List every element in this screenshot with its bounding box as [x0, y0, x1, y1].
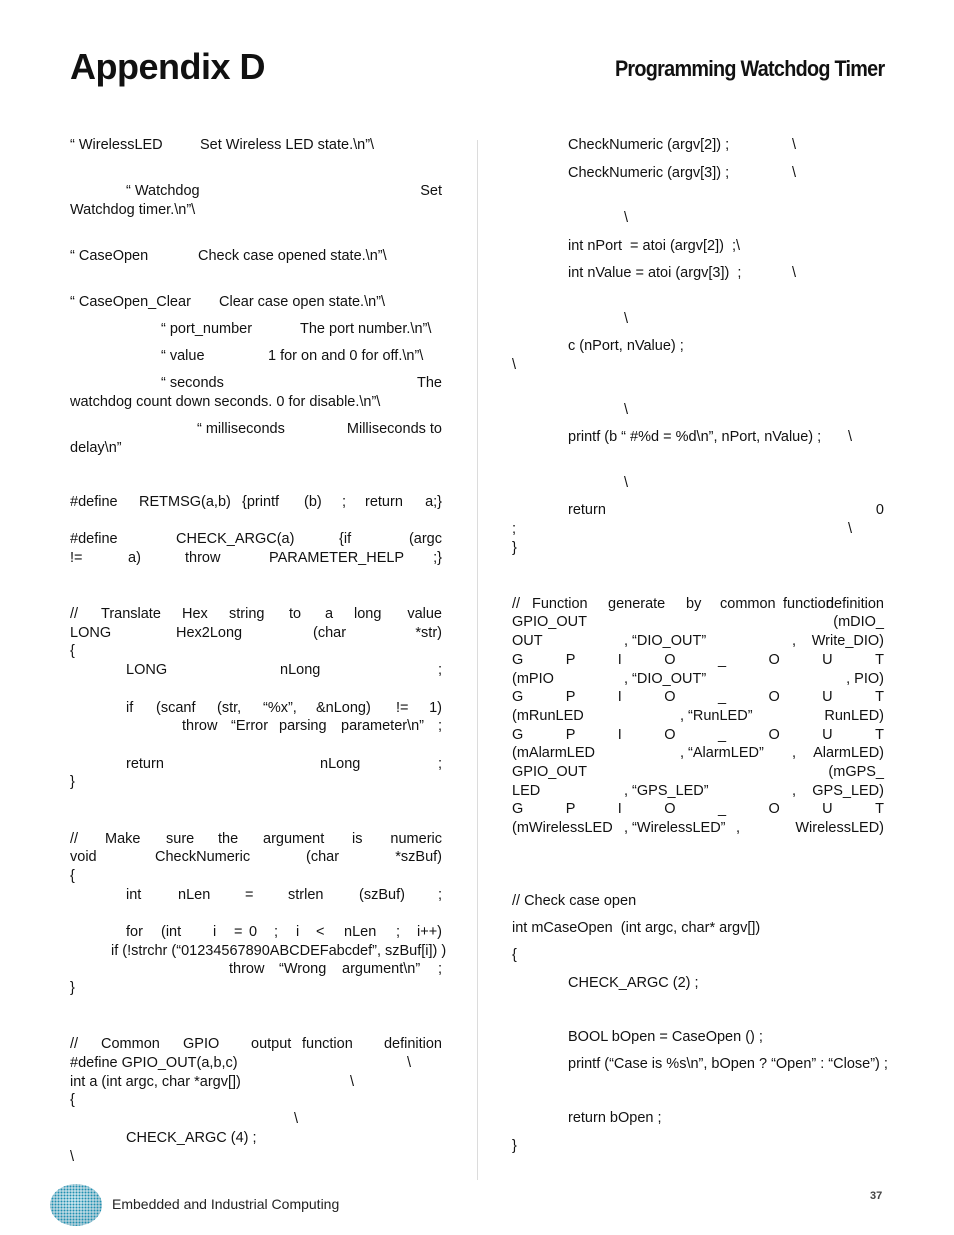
column-divider [477, 140, 478, 1180]
code-token: long [354, 606, 382, 622]
code-token: (str, [217, 700, 242, 716]
code-line: watchdog count down seconds. 0 for disable.\n”\ [70, 394, 381, 410]
code-token: } [512, 1138, 517, 1154]
code-token: (scanf [156, 700, 196, 716]
code-token: (char [313, 625, 347, 641]
code-token: strlen [288, 887, 324, 903]
code-token: O [768, 689, 780, 705]
code-token: T [875, 801, 884, 817]
code-token: CHECK_ARGC(a) [176, 531, 295, 547]
page-number: 37 [870, 1190, 883, 1202]
company-logo-icon [48, 1182, 104, 1228]
code-token: , [792, 745, 797, 761]
code-token: return [365, 494, 403, 510]
code-line: BOOL bOpen = CaseOpen () ; [568, 1029, 763, 1045]
code-token: to [289, 606, 302, 622]
code-line: Set Wireless LED state.\n”\ [200, 137, 375, 153]
code-token: O [664, 727, 676, 743]
code-token: AlarmLED) [813, 745, 884, 761]
code-token: nLong [320, 756, 361, 772]
code-token: O [768, 801, 780, 817]
code-line: “ value [161, 348, 205, 364]
code-token: I [617, 652, 622, 668]
code-token: definition [383, 1036, 442, 1052]
code-token: “Wrong [279, 961, 327, 977]
code-token: “Error [231, 718, 269, 734]
code-line: return bOpen ; [568, 1110, 662, 1126]
code-token: \ [792, 265, 797, 281]
code-token: _ [717, 652, 727, 668]
code-token: Write_DIO) [811, 633, 884, 649]
code-token: } [70, 980, 75, 996]
code-token: ; [512, 521, 517, 537]
code-token: , “DIO_OUT” [624, 633, 707, 649]
code-token: \ [350, 1074, 355, 1090]
code-line: 1 for on and 0 for off.\n”\ [268, 348, 424, 364]
code-token: (char [306, 849, 340, 865]
code-token: void [70, 849, 97, 865]
code-token: = [245, 887, 254, 903]
code-line: CheckNumeric (argv[3]) ; [568, 165, 730, 181]
code-token: T [875, 689, 884, 705]
code-token: \ [624, 475, 629, 491]
code-token: argument [263, 831, 325, 847]
code-token: (int [161, 924, 182, 940]
code-token: 1) [429, 700, 442, 716]
code-token: \ [624, 402, 629, 418]
code-token: (mAlarmLED [512, 745, 595, 761]
code-line: “ port_number [161, 321, 253, 337]
code-line: “ milliseconds [197, 421, 285, 437]
code-token: int [126, 887, 142, 903]
code-line: printf (“Case is %s\n”, bOpen ? “Open” : “Close”) ; [568, 1056, 888, 1072]
code-line: #define GPIO_OUT(a,b,c) [70, 1055, 238, 1071]
code-token: function [783, 596, 834, 612]
gpio-row [512, 726, 884, 745]
code-token: PARAMETER_HELP [269, 550, 405, 566]
code-token: _ [717, 689, 727, 705]
code-token: G [512, 801, 524, 817]
code-token: nLen [344, 924, 377, 940]
code-token: ; [437, 961, 442, 977]
code-token: definition [825, 596, 884, 612]
code-token: ; [437, 718, 442, 734]
code-token: GPIO_OUT [512, 764, 587, 780]
code-token: != [396, 700, 409, 716]
code-token: < [316, 924, 325, 940]
code-token: GPIO_OUT [512, 614, 587, 630]
code-token: I [617, 689, 622, 705]
code-token: { [512, 947, 517, 963]
code-line: Set [420, 183, 442, 199]
code-token: P [565, 689, 576, 705]
code-token: (mRunLED [512, 708, 584, 724]
code-token: , “AlarmLED” [680, 745, 764, 761]
code-token: sure [166, 831, 195, 847]
code-token: (mGPS_ [828, 764, 884, 780]
code-token: ; [274, 924, 279, 940]
code-token: RunLED) [824, 708, 884, 724]
code-token: \ [294, 1111, 299, 1127]
code-token: P [565, 652, 576, 668]
code-token: *szBuf) [395, 849, 442, 865]
code-line: printf (b “ #%d = %d\n”, nPort, nValue) ; [568, 429, 822, 445]
code-token: { [70, 1092, 75, 1108]
code-token: “%x”, [263, 700, 297, 716]
code-token: the [218, 831, 239, 847]
code-token: common [720, 596, 776, 612]
code-token: Common [101, 1036, 160, 1052]
code-token: #define [70, 494, 118, 510]
code-token: (mPIO [512, 671, 554, 687]
code-token: // [512, 596, 521, 612]
code-token: parameter\n” [341, 718, 425, 734]
code-token: ; [437, 887, 442, 903]
code-token: // [70, 606, 79, 622]
code-token: LONG [70, 625, 112, 641]
code-token: output [251, 1036, 292, 1052]
code-token: G [512, 652, 524, 668]
code-token: return [126, 756, 164, 772]
code-token: \ [70, 1149, 75, 1165]
code-token: , [792, 783, 797, 799]
code-line: int a (int argc, char *argv[]) [70, 1074, 241, 1090]
code-token: Function [532, 596, 588, 612]
code-line: The port number.\n”\ [300, 321, 432, 337]
code-token: \ [512, 357, 517, 373]
code-line: // Check case open [512, 893, 637, 909]
code-token: != [70, 550, 83, 566]
code-token: O [664, 689, 676, 705]
code-token: , “DIO_OUT” [624, 671, 707, 687]
code-line: CHECK_ARGC (2) ; [568, 975, 699, 991]
code-token: ;} [433, 550, 442, 566]
footer-company: Embedded and Industrial Computing [112, 1196, 340, 1212]
code-token: , “GPS_LED” [624, 783, 709, 799]
code-token: GPIO [183, 1036, 220, 1052]
code-token: generate [608, 596, 666, 612]
code-line: “ WirelessLED [70, 137, 163, 153]
code-token: \ [792, 165, 797, 181]
code-token: OUT [512, 633, 543, 649]
code-token: U [822, 727, 833, 743]
code-token: \ [848, 429, 853, 445]
code-token: , “WirelessLED” [624, 820, 726, 836]
code-token: value [407, 606, 442, 622]
code-token: U [822, 689, 833, 705]
code-token: P [565, 801, 576, 817]
code-line: “ CaseOpen [70, 248, 149, 264]
code-token: , [792, 633, 797, 649]
code-token: U [822, 801, 833, 817]
code-token: is [352, 831, 363, 847]
code-token: } [512, 540, 517, 556]
code-token: O [768, 727, 780, 743]
code-token: (b) [304, 494, 322, 510]
code-token: T [875, 652, 884, 668]
code-line: “ CaseOpen_Clear [70, 294, 191, 310]
code-token: { [70, 643, 75, 659]
code-token: Hex2Long [176, 625, 243, 641]
code-line: if (!strchr (“01234567890ABCDEFabcdef”, szBuf[i]) ) [111, 943, 447, 959]
code-token: nLong [280, 662, 321, 678]
code-token: parsing [279, 718, 327, 734]
code-token: &nLong) [316, 700, 371, 716]
code-token: for [126, 924, 143, 940]
code-token: function [302, 1036, 353, 1052]
code-token: by [686, 596, 702, 612]
code-token: {printf [242, 494, 280, 510]
code-token: i++) [417, 924, 442, 940]
code-token: i [296, 924, 300, 940]
section-title: Programming Watchdog Timer [614, 56, 884, 81]
code-token: ; [437, 756, 442, 772]
code-token: Make [105, 831, 141, 847]
code-token: (mWirelessLED [512, 820, 613, 836]
code-token: a [325, 606, 334, 622]
code-token: GPS_LED) [812, 783, 884, 799]
code-token: { [70, 868, 75, 884]
code-line: Watchdog timer.\n”\ [70, 202, 196, 218]
code-token: O [664, 801, 676, 817]
gpio-row [512, 651, 884, 670]
code-line: The [417, 375, 442, 391]
code-token: G [512, 727, 524, 743]
code-token: _ [717, 801, 727, 817]
code-token: LONG [126, 662, 168, 678]
code-token: throw [182, 718, 218, 734]
code-token: G [512, 689, 524, 705]
code-token: , “RunLED” [680, 708, 753, 724]
code-token: a) [128, 550, 141, 566]
code-token: argument\n” [342, 961, 421, 977]
code-token: string [229, 606, 265, 622]
code-token: Translate [101, 606, 161, 622]
gpio-row [512, 800, 884, 819]
code-token: , PIO) [846, 671, 884, 687]
gpio-row [512, 688, 884, 707]
code-token: return [568, 502, 606, 518]
code-token: LED [512, 783, 541, 799]
code-token: (szBuf) [359, 887, 405, 903]
code-token: \ [407, 1055, 412, 1071]
code-token: {if [339, 531, 352, 547]
code-token: , [736, 820, 741, 836]
code-token: = [234, 924, 243, 940]
code-token: ; [342, 494, 347, 510]
code-line: “ Watchdog [126, 183, 200, 199]
code-token: I [617, 727, 622, 743]
code-token: RETMSG(a,b) [139, 494, 231, 510]
code-token: P [565, 727, 576, 743]
code-line: delay\n” [70, 440, 122, 456]
code-line: Check case opened state.\n”\ [198, 248, 387, 264]
code-token: \ [624, 311, 629, 327]
code-token: 0 [875, 502, 884, 518]
code-line: int mCaseOpen (int argc, char* argv[]) [512, 920, 761, 936]
code-token: _ [717, 727, 727, 743]
code-token: throw [229, 961, 265, 977]
code-token: ; [396, 924, 401, 940]
code-line: int nValue = atoi (argv[3]) ; [568, 265, 742, 281]
code-token: } [70, 774, 75, 790]
code-token: ; [437, 662, 442, 678]
code-token: a;} [425, 494, 442, 510]
code-token: WirelessLED) [795, 820, 884, 836]
code-line: CheckNumeric (argv[2]) ; [568, 137, 730, 153]
code-token: if [126, 700, 134, 716]
code-line: “ seconds [161, 375, 224, 391]
code-token: \ [792, 137, 797, 153]
code-token: 0 [249, 924, 258, 940]
code-token: #define [70, 531, 118, 547]
code-token: U [822, 652, 833, 668]
code-token: O [664, 652, 676, 668]
code-token: \ [624, 210, 629, 226]
code-token: \ [848, 521, 853, 537]
code-token: // [70, 831, 79, 847]
code-line: Clear case open state.\n”\ [219, 294, 386, 310]
code-token: (argc [408, 531, 442, 547]
code-line: c (nPort, nValue) ; [568, 338, 684, 354]
code-token: throw [185, 550, 221, 566]
code-token: Hex [182, 606, 208, 622]
code-token: (mDIO_ [833, 614, 884, 630]
code-token: i [213, 924, 217, 940]
code-token: T [875, 727, 884, 743]
code-line: CHECK_ARGC (4) ; [126, 1130, 257, 1146]
code-token: I [617, 801, 622, 817]
code-line: Milliseconds to [346, 421, 442, 437]
code-line: int nPort = atoi (argv[2]) ;\ [568, 238, 741, 254]
page-title: Appendix D [70, 46, 266, 87]
code-token: CheckNumeric [155, 849, 251, 865]
code-token: O [768, 652, 780, 668]
code-token: nLen [178, 887, 211, 903]
code-token: *str) [415, 625, 442, 641]
code-token: // [70, 1036, 79, 1052]
code-token: numeric [390, 831, 442, 847]
